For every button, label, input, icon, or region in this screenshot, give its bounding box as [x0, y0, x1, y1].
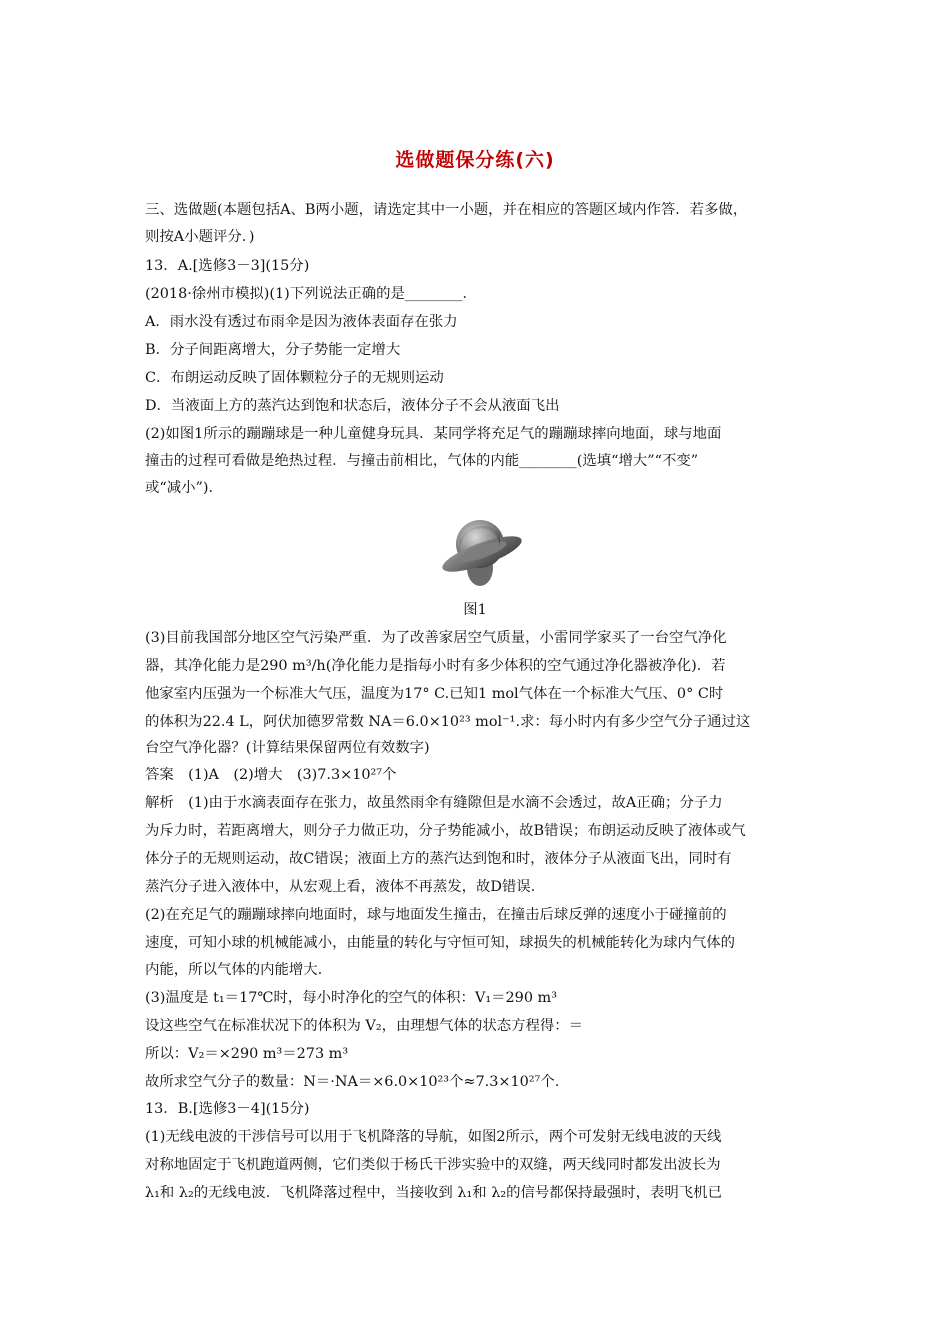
- text-line: 内能，所以气体的内能增大．: [145, 962, 333, 978]
- text-line: 对称地固定于飞机跑道两侧，它们类似于杨氏干涉实验中的双缝，两天线同时都发出波长为: [145, 1157, 721, 1173]
- text-line: D．当液面上方的蒸汽达到饱和状态后，液体分子不会从液面飞出: [145, 398, 560, 414]
- text-line: 所以：V₂＝×290 m³＝273 m³: [145, 1046, 349, 1062]
- text-line: 13．B.[选修3－4](15分): [145, 1101, 310, 1117]
- text-line: 故所求空气分子的数量：N＝·NA＝×6.0×10²³个≈7.3×10²⁷个.: [145, 1074, 560, 1090]
- page-title: 选做题保分练(六): [395, 149, 555, 171]
- text-line: (3)温度是 t₁＝17℃时，每小时净化的空气的体积：V₁＝290 m³: [145, 990, 557, 1006]
- text-line: 13．A.[选修3－3](15分): [145, 258, 310, 274]
- text-line: 他家室内压强为一个标准大气压，温度为17° C.已知1 mol气体在一个标准大气压、0° C时: [145, 686, 724, 702]
- text-line: (2)如图1所示的蹦蹦球是一种儿童健身玩具．某同学将充足气的蹦蹦球摔向地面，球与地面: [145, 426, 722, 442]
- text-line: 台空气净化器？(计算结果保留两位有效数字): [145, 740, 430, 756]
- text-line: 速度，可知小球的机械能减小，由能量的转化与守恒可知，球损失的机械能转化为球内气体的: [145, 935, 736, 951]
- text-line: 为斥力时，若距离增大，则分子力做正功，分子势能减小，故B错误；布朗运动反映了液体或气: [145, 823, 746, 839]
- text-line: λ₁和 λ₂的无线电波．飞机降落过程中，当接收到 λ₁和 λ₂的信号都保持最强时，表明飞机已: [145, 1185, 722, 1201]
- text-line: 或“减小”)．: [145, 480, 223, 496]
- text-line: 蒸汽分子进入液体中，从宏观上看，液体不再蒸发，故D错误．: [145, 879, 546, 895]
- text-line: (2018·徐州市模拟)(1)下列说法正确的是________．: [145, 286, 477, 302]
- answer-line: 答案 (1)A (2)增大 (3)7.3×10²⁷个: [145, 767, 397, 783]
- text-line: 撞击的过程可看做是绝热过程．与撞击前相比，气体的内能________(选填“增大”“不变”: [145, 453, 699, 469]
- text-line: 则按A小题评分．): [145, 229, 255, 245]
- text-line: (3)目前我国部分地区空气污染严重．为了改善家居空气质量，小雷同学家买了一台空气净化: [145, 630, 727, 646]
- text-line: 体分子的无规则运动，故C错误；液面上方的蒸汽达到饱和时，液体分子从液面飞出，同时有: [145, 851, 732, 867]
- text-line: (1)无线电波的干涉信号可以用于飞机降落的导航，如图2所示，两个可发射无线电波的天线: [145, 1129, 722, 1145]
- text-line: B．分子间距离增大，分子势能一定增大: [145, 342, 401, 358]
- text-line: 器，其净化能力是290 m³/h(净化能力是指每小时有多少体积的空气通过净化器被净化)．若: [145, 658, 726, 674]
- figure-caption: 图1: [463, 602, 487, 618]
- text-line: A．雨水没有透过布雨伞是因为液体表面存在张力: [145, 314, 458, 330]
- hopper-ball-figure: [430, 506, 530, 596]
- text-line: (2)在充足气的蹦蹦球摔向地面时，球与地面发生撞击，在撞击后球反弹的速度小于碰撞前的: [145, 907, 727, 923]
- text-line: 的体积为22.4 L，阿伏加德罗常数 NA＝6.0×10²³ mol⁻¹.求：每小时内有多少空气分子通过这: [145, 714, 751, 730]
- text-line: 三、选做题(本题包括A、B两小题，请选定其中一小题，并在相应的答题区域内作答．若多做，: [145, 202, 748, 218]
- text-line: 设这些空气在标准状况下的体积为 V₂，由理想气体的状态方程得：＝: [145, 1018, 584, 1034]
- text-line: 解析 (1)由于水滴表面存在张力，故虽然雨伞有缝隙但是水滴不会透过，故A正确；分子力: [145, 795, 723, 811]
- text-line: C．布朗运动反映了固体颗粒分子的无规则运动: [145, 370, 444, 386]
